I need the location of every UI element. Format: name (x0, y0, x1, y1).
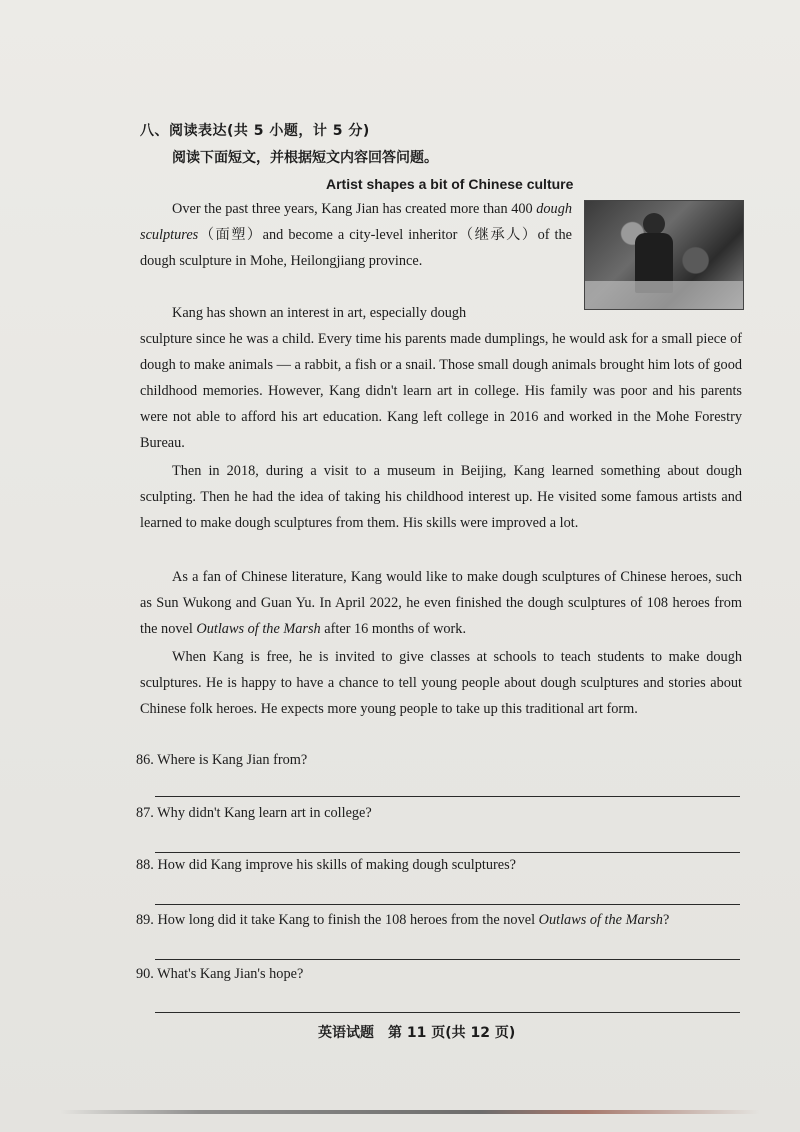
paragraph-4-text-end: after 16 months of work. (320, 621, 467, 637)
article-paragraph-2-first-line (140, 300, 572, 326)
photo-table (585, 281, 743, 309)
paragraph-1-text: Over the past three years, Kang Jian has created more than 400 (172, 201, 537, 217)
article-paragraph-4 (140, 564, 742, 642)
question-89-text: 89. How long did it take Kang to finish the 108 heroes from the novel (136, 912, 539, 928)
paragraph-2-first-text: Kang has shown an interest in art, especially dough (172, 305, 467, 321)
article-paragraph-2 (140, 326, 742, 456)
question-88: 88. How did Kang improve his skills of making dough sculptures? (136, 857, 517, 873)
paragraph-1-italic: dough sculptures (140, 201, 572, 243)
paragraph-2-text: sculpture since he was a child. Every time his parents made dumplings, he would ask for a small piece of dough to make animals — a rabbit, a fish or a snail. Those small dough animals brought him lots of good childhood memories. However, Kang didn't learn art in college. His family was poor and his parents were not able to afford his art education. Kang left college in 2016 and worked in the Mohe Forestry Bureau. (140, 331, 742, 451)
section-instruction: 阅读下面短文，并根据短文内容回答问题。 (172, 150, 438, 166)
question-89-italic: Outlaws of the Marsh (538, 912, 663, 928)
article-paragraph-5 (140, 644, 742, 722)
answer-line-90[interactable] (155, 1012, 740, 1013)
article-photo (584, 200, 744, 310)
article-title: Artist shapes a bit of Chinese culture (326, 176, 574, 192)
paragraph-1-text-end: （面塑）and become a city-level inheritor（继承人）of the dough sculpture in Mohe, Heilongjiang province. (140, 227, 572, 269)
question-90: 90. What's Kang Jian's hope? (136, 966, 304, 982)
paragraph-5-text: When Kang is free, he is invited to give classes at schools to teach students to make dough sculptures. He is happy to have a chance to tell young people about dough sculptures and stories about Chinese folk heroes. He expects more young people to take up this traditional art form. (140, 649, 742, 717)
answer-line-89[interactable] (155, 959, 740, 960)
question-89 (136, 912, 669, 929)
photo-person-head (643, 213, 665, 235)
question-89-mark: ? (662, 912, 670, 928)
answer-line-88[interactable] (155, 904, 740, 905)
answer-line-87[interactable] (155, 852, 740, 853)
question-86: 86. Where is Kang Jian from? (136, 752, 308, 768)
question-87: 87. Why didn't Kang learn art in college? (136, 805, 372, 821)
article-paragraph-1 (140, 196, 572, 274)
scan-edge-shadow (60, 1110, 760, 1114)
paragraph-4-text: As a fan of Chinese literature, Kang would like to make dough sculptures of Chinese heroes, such as Sun Wukong and Guan Yu. In April 2022, he even finished the dough sculptures of 108 heroes from the novel (140, 569, 742, 637)
article-paragraph-3 (140, 458, 742, 536)
page-footer: 英语试题 第 11 页(共 12 页) (318, 1025, 516, 1041)
section-title: 八、阅读表达(共 5 小题，计 5 分) (140, 123, 370, 139)
answer-line-86[interactable] (155, 796, 740, 797)
paragraph-3-text: Then in 2018, during a visit to a museum in Beijing, Kang learned something about dough sculpting. Then he had the idea of taking his childhood interest up. He visited some famous artists and learned to make dough sculptures from them. His skills were improved a lot. (140, 463, 742, 531)
paragraph-4-italic: Outlaws of the Marsh (196, 621, 321, 637)
